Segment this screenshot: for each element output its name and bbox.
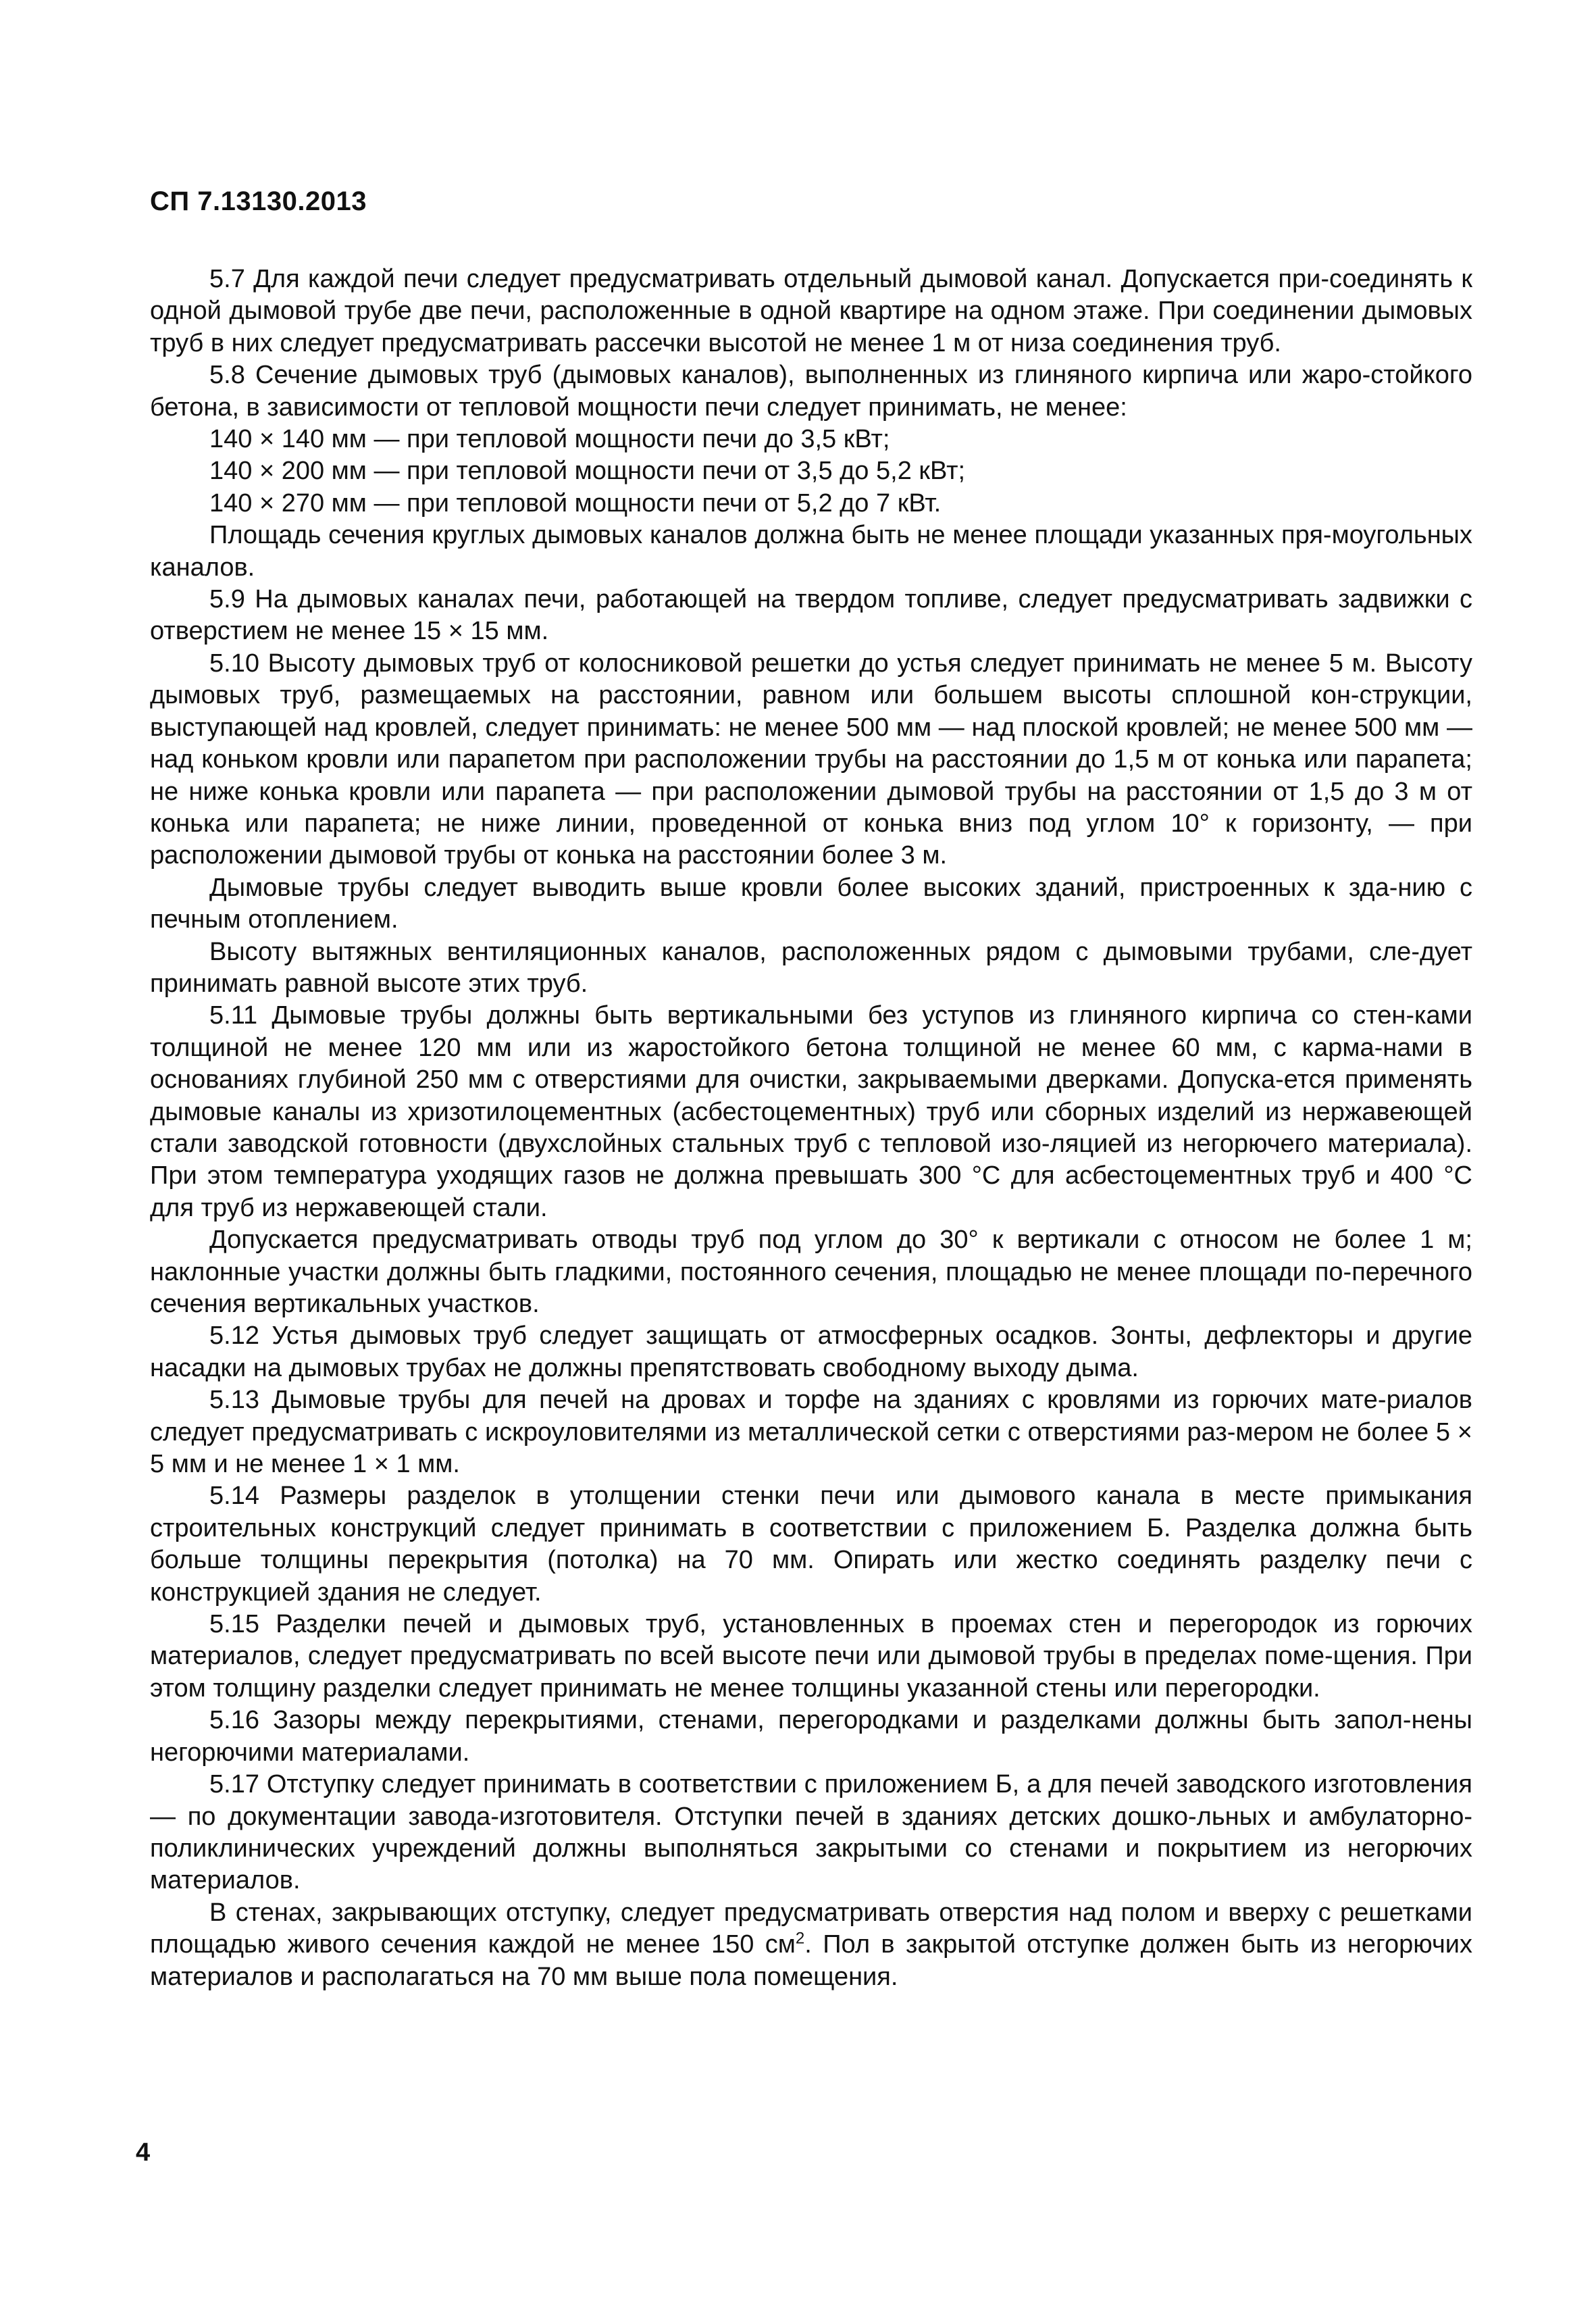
paragraph-pipe-offsets: Допускается предусматривать отводы труб под углом до 30° к вертикали с относом не более 1 м; наклонные участки должны быть гладкими, постоянного сечения, площадью не менее площади по-перечного сечения вертикальных участков.: [150, 1226, 1472, 1318]
paragraph-5-12: 5.12 Устья дымовых труб следует защищать от атмосферных осадков. Зонты, дефлекторы и другие насадки на дымовых трубах не должны препятствовать свободному выходу дыма.: [150, 1322, 1472, 1382]
section-size-item-2: 140 × 200 мм — при тепловой мощности печи от 3,5 до 5,2 кВт;: [209, 457, 966, 486]
paragraph-round-channels: Площадь сечения круглых дымовых каналов должна быть не менее площади указанных пря-моугольных каналов.: [150, 521, 1472, 582]
paragraph-5-11: 5.11 Дымовые трубы должны быть вертикальными без уступов из глиняного кирпича со стен-ками толщиной не менее 120 мм или из жаростойкого бетона толщиной не менее 60 мм, с карма-нами в основаниях глубиной 250 мм с отверстиями для очистки, закрываемыми дверками. Допуска-ется применять дымовые каналы из хризотилоцементных (асбестоцементных) труб или сборных изделий из нержавеющей стали заводской готовности (двухслойных стальных труб с тепловой изо-ляцией из негорючего материала). При этом температура уходящих газов не должна превышать 300 °С для асбестоцементных труб и 400 °С для труб из нержавеющей стали.: [150, 1001, 1472, 1222]
paragraph-5-16: 5.16 Зазоры между перекрытиями, стенами, перегородками и разделками должны быть запол-нены негорючими материалами.: [150, 1706, 1472, 1767]
paragraph-vent-channels: Высоту вытяжных вентиляционных каналов, расположенных рядом с дымовыми трубами, сле-дует принимать равной высоте этих труб.: [150, 937, 1472, 998]
paragraph-5-7: 5.7 Для каждой печи следует предусматривать отдельный дымовой канал. Допускается при-соединять к одной дымовой трубе две печи, расположенные в одной квартире на одном этаже. При соединении дымовых труб в них следует предусматривать рассечки высотой не менее 1 м от низа соединения труб.: [150, 265, 1472, 357]
openings-text-end: . Пол в закрытой отступке должен быть из негорючих материалов и располагаться на 70 мм выше пола помещения.: [150, 1930, 1472, 1991]
paragraph-5-9: 5.9 На дымовых каналах печи, работающей на твердом топливе, следует предусматривать задвижки с отверстием не менее 15 × 15 мм.: [150, 585, 1472, 646]
section-size-item-1: 140 × 140 мм — при тепловой мощности печи до 3,5 кВт;: [209, 425, 890, 454]
paragraph-5-10: 5.10 Высоту дымовых труб от колосниковой решетки до устья следует принимать не менее 5 м. Высоту дымовых труб, размещаемых на расстоянии, равном или большем высоты сплошной кон-струкции, выступающей над кровлей, следует принимать: не менее 500 мм — над плоской кровлей; не менее 500 мм — над коньком кровли или парапетом при расположении трубы на расстоянии до 1,5 м от конька или парапета; не ниже конька кровли или парапета — при расположении дымовой трубы на расстоянии от 1,5 до 3 м от конька или парапета; не ниже линии, проведенной от конька вниз под углом 10° к горизонту, — при расположении дымовой трубы от конька на расстоянии более 3 м.: [150, 649, 1472, 870]
superscript-square: 2: [795, 1929, 805, 1948]
page-number: 4: [136, 2138, 151, 2167]
paragraph-5-14: 5.14 Размеры разделок в утолщении стенки печи или дымового канала в месте примыкания строительных конструкций следует принимать в соответствии с приложением Б. Разделка должна быть больше толщины перекрытия (потолка) на 70 мм. Опирать или жестко соединять разделку печи с конструкцией здания не следует.: [150, 1482, 1472, 1607]
paragraph-5-15: 5.15 Разделки печей и дымовых труб, установленных в проемах стен и перегородок из горючих материалов, следует предусматривать по всей высоте печи или дымовой трубы в пределах поме-щения. При этом толщину разделки следует принимать не менее толщины указанной стены или перегородки.: [150, 1610, 1472, 1703]
paragraph-chimneys-above-roof: Дымовые трубы следует выводить выше кровли более высоких зданий, пристроенных к зда-нию с печным отоплением.: [150, 873, 1472, 934]
openings-text-start: В стенах, закрывающих отступку, следует предусматривать отверстия над полом и вверху с решетками площадью живого сечения каждой не менее 150 см: [150, 1898, 1472, 1959]
paragraph-openings: [150, 1897, 1472, 1993]
paragraph-5-8: 5.8 Сечение дымовых труб (дымовых каналов), выполненных из глиняного кирпича или жаро-стойкого бетона, в зависимости от тепловой мощности печи следует принимать, не менее:: [150, 361, 1472, 422]
section-size-item-3: 140 × 270 мм — при тепловой мощности печи от 5,2 до 7 кВт.: [209, 488, 942, 518]
document-body: [150, 263, 1472, 1993]
document-code: СП 7.13130.2013: [150, 186, 367, 216]
paragraph-5-13: 5.13 Дымовые трубы для печей на дровах и торфе на зданиях с кровлями из горючих мате-риалов следует предусматривать с искроуловителями из металлической сетки с отверстиями раз-мером не более 5 × 5 мм и не менее 1 × 1 мм.: [150, 1386, 1472, 1479]
paragraph-5-17: 5.17 Отступку следует принимать в соответствии с приложением Б, а для печей заводского изготовления — по документации завода-изготовителя. Отступки печей в зданиях детских дошко-льных и амбулаторно-поликлинических учреждений должны выполняться закрытыми со стенами и покрытием из негорючих материалов.: [150, 1770, 1472, 1895]
